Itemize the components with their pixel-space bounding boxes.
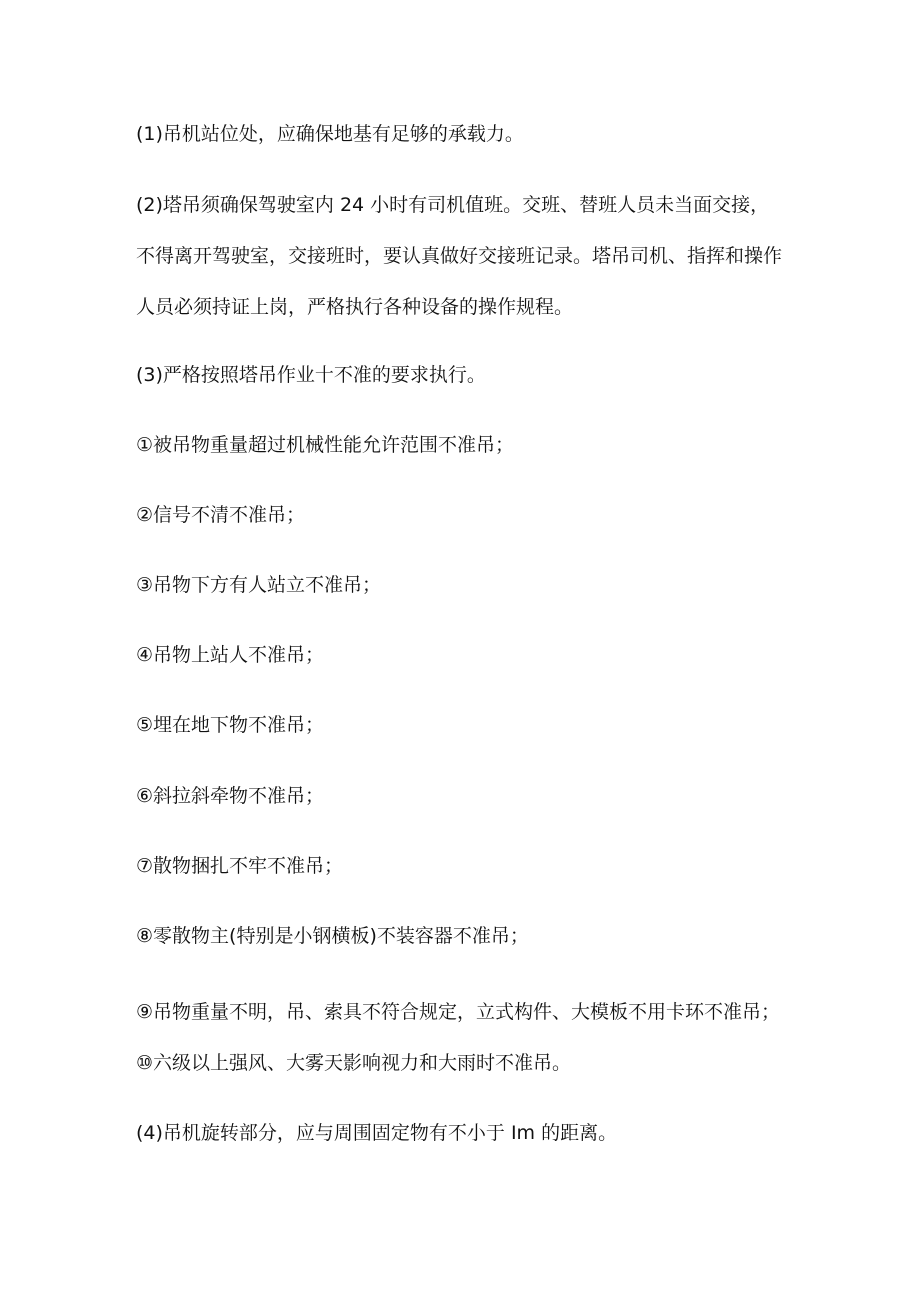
list-item-6: ⑥斜拉斜牵物不准吊； (136, 785, 325, 807)
list-item-2: ②信号不清不准吊； (136, 504, 306, 526)
list-item-5: ⑤埋在地下物不准吊； (136, 714, 325, 736)
list-item-8: ⑧零散物主(特别是小钢横板)不装容器不准吊； (136, 925, 529, 947)
list-item-1: ①被吊物重量超过机械性能允许范围不准吊； (136, 434, 515, 456)
paragraph-3: (3)严格按照塔吊作业十不准的要求执行。 (136, 364, 486, 386)
paragraph-2: (2)塔吊须确保驾驶室内 24 小时有司机值班。交班、替班人员未当面交接，不得离开驾驶室，交接班时，要认真做好交接班记录。塔吊司机、指挥和操作人员必须持证上岗，严格执行各种设备的操作规程。 (136, 194, 783, 318)
list-item-4: ④吊物上站人不准吊； (136, 644, 325, 666)
paragraph-1: (1)吊机站位处，应确保地基有足够的承载力。 (136, 123, 524, 145)
list-item-3: ③吊物下方有人站立不准吊； (136, 574, 382, 596)
list-item-7: ⑦散物捆扎不牢不准吊； (136, 855, 344, 877)
paragraph-4: (4)吊机旋转部分，应与周围固定物有不小于 Im 的距离。 (136, 1122, 618, 1144)
list-item-9-10: ⑨吊物重量不明，吊、索具不符合规定，立式构件、大模板不用卡环不准吊；⑩六级以上强风、大雾天影响视力和大雨时不准吊。 (136, 1001, 781, 1074)
